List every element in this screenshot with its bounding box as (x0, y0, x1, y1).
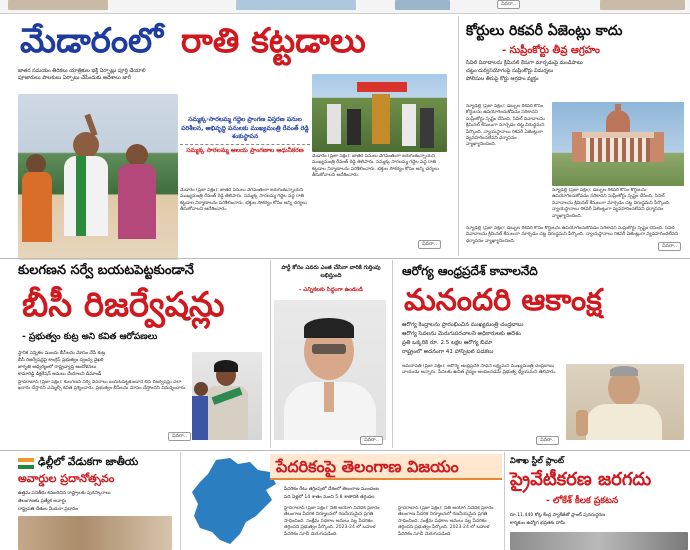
bullet-item: పేదరికం రేటు తగ్గింపులో దేశంలో తెలంగాణ ముందంజ (284, 487, 379, 492)
bullet-item: తెలంగాణకు ప్రత్యేక అవార్డు (18, 499, 67, 504)
story-subheadline: - లోకేశ్ కీలక ప్రకటన (546, 496, 619, 506)
story-photo (192, 352, 262, 440)
top-strip (0, 0, 690, 14)
story-headline: పేదరికంపై తెలంగాణ విజయం (276, 457, 459, 476)
story-photo-festival (312, 74, 447, 152)
more-link[interactable]: వివరా.. (360, 436, 383, 445)
more-link[interactable]: వివరా.. (497, 0, 520, 9)
more-link[interactable]: వివరా.. (658, 242, 681, 251)
bullet-item: ఉత్తమ పనితీరు కనబరిచిన రాష్ట్రాలకు పురస్కారాలు (18, 491, 111, 496)
story-headline: మనందరి ఆకాంక్ష (404, 283, 602, 318)
highlight-red: సమ్మక్క సారలమ్మ ఆలయ ప్రాంగణాల ఆధునీకరణ (186, 146, 304, 154)
kicker-text: పార్టీ కోసం ఎవరు ఎంత చేసినా వారికి గుర్తింపు లభిస్తుంది (281, 265, 381, 279)
bullet-item: పూజారులు పాలకులు ఏర్పాటు చేసేందుకు ఆదేశాలు జారీ (18, 75, 131, 81)
story-headline: ప్రైవేటీకరణ జరగదు (510, 469, 652, 490)
story-medaram (0, 16, 456, 256)
bullet-item: జాగృతి ఆధ్వర్యంలో రాష్ట్రవ్యాప్త ఆందోళనలు (18, 365, 97, 370)
story-subheadline: - ఎన్నికలకు సిద్ధంగా ఉండండి (299, 287, 363, 293)
story-body: అమరావతి (ప్రజా పక్షం): ఆరోగ్య ఆంధ్రప్రదేశ్ సాధనే లక్ష్యమని ముఖ్యమంత్రి చంద్రబాబు నాయుడు అన్నారు. పేదలకు ఉచిత వైద్యం అందించడమే ప్రభుత్వ ధ్యేయమని తెలిపారు. (402, 364, 557, 376)
story-headline: కోర్టులు రికవరీ ఏజెంట్లు కాదు (466, 23, 623, 39)
headline-part-1: మేడారంలో (20, 21, 164, 61)
headline-part-2: రాతి కట్టడాలు (180, 21, 366, 61)
column-divider (392, 260, 393, 448)
story-headline (20, 20, 366, 62)
bullet-item: స్థానిక ఎన్నికల ముందు బీసీలను మోసం చేసే కుట్ర (18, 351, 106, 356)
story-bullets (402, 322, 684, 358)
story-bullets (284, 486, 494, 502)
story-body-cont: న్యూఢిల్లీ (ప్రజా పక్షం): డబ్బుల రికవరీ కోసం కోర్టులను ఉపయోగించుకోవడం సరికాదని సుప్రీంకోర్టు స్పష్టం చేసింది. సివిల్ వివాదాలను క్రిమినల్ కేసులుగా మార్చడం చట్ట విరుద్ధమని పేర్కొంది. న్యాయస్థానాలు రికవరీ ఏజెంట్లుగా వ్యవహరించలేవని ధర్మాసనం వ్యాఖ్యానించింది. (466, 226, 679, 244)
story-body-col2: హైదరాబాద్ (ప్రజా పక్షం): నీతి ఆయోగ్ నివేదిక ప్రకారం తెలంగాణ పేదరిక నిర్మూలనలో గణనీయమైన ప్రగతి సాధించింది. సంక్షేమ పథకాల అమలు వల్ల పేదరికం తగ్గిందని ప్రభుత్వం పేర్కొంది. 2023-24 లో బహుళ పేదరికం సూచీ మెరుగుపడింది. (398, 506, 494, 537)
story-subheadline: - సుప్రీంకోర్టు తీవ్ర ఆగ్రహం (502, 45, 601, 56)
story-bullets (18, 350, 198, 378)
telangana-map (186, 456, 282, 550)
story-headline: అవార్డుల ప్రదానోత్సవం (18, 472, 115, 485)
story-body: న్యూఢిల్లీ (ప్రజా పక్షం): డబ్బుల రికవరీ కోసం కోర్టులను ఉపయోగించుకోవడం సరికాదని సుప్రీంకోర్టు స్పష్టం చేసింది. సివిల్ వివాదాలను క్రిమినల్ కేసులుగా మార్చడం చట్ట విరుద్ధమని పేర్కొంది. న్యాయస్థానాలు రికవరీ ఏజెంట్లుగా వ్యవహరించలేవని ధర్మాసనం వ్యాఖ్యానించింది. (466, 104, 545, 148)
column-divider (270, 260, 271, 448)
top-strip-photo (236, 0, 356, 10)
bullet-item: ఆరోగ్య కేంద్రాలను ప్రారంభించిన ముఖ్యమంత్రి చంద్రబాబు (402, 322, 524, 328)
bullet-item: పోలీసుల తీరుపై కోర్టు ఆగ్రహం వ్యక్తం (466, 76, 539, 82)
story-bullets (466, 60, 686, 84)
story-kicker: విశాఖ స్టీల్ ప్లాంట్ (510, 456, 565, 465)
bullet-item: సివిల్ వివాదాలను క్రిమినల్ కేసుగా మార్చడంపై మండిపాటు (466, 60, 583, 66)
story-bullets (18, 490, 176, 514)
column-divider (504, 452, 505, 550)
top-strip-photo (395, 0, 450, 10)
story-body-col2: మేడారం (ప్రజా పక్షం): జాతర పనులు వేగవంతంగా జరుగుతున్నాయని ముఖ్యమంత్రి రేవంత్ రెడ్డి తెలిపారు. సమ్మక్క సారలమ్మ గద్దెల వద్ద రాతి కట్టడాల నిర్మాణాలను పరిశీలించారు. భక్తుల సౌకర్యం కోసం అన్ని చర్యలు తీసుకోవాలని ఆదేశించారు. (312, 154, 439, 179)
story-bullets (18, 68, 308, 84)
bullet-item: కార్మికుల ఉద్యోగ భద్రతకు హామీ (510, 521, 566, 526)
story-telangana-poverty (182, 452, 502, 550)
row-divider (0, 450, 690, 451)
india-flag-icon (18, 458, 34, 469)
story-photo (274, 300, 386, 440)
story-national-awards (0, 452, 178, 550)
story-health-andhra (394, 260, 688, 450)
kicker-text: ఢిల్లీలో వేడుకగా జాతీయ (38, 456, 139, 468)
story-vizag-steel (506, 452, 690, 550)
story-kicker: ఆరోగ్య ఆంధ్రప్రదేశ్ కావాలనేది (402, 264, 538, 278)
column-divider (180, 452, 181, 550)
story-party-recognition (272, 260, 390, 450)
top-strip-photo (600, 0, 685, 10)
story-photo (510, 532, 688, 550)
bullet-item: జాతర సమయం తీరికలు యాత్రికుల భక్తి ఏర్పాట్లు పూర్తి చేయాలి (18, 68, 146, 74)
story-kicker (276, 264, 386, 280)
story-headline-bar (270, 454, 502, 480)
bullet-item: ప్రతి ఒక్కరికీ రూ. 2.5 లక్షల ఆరోగ్య బీమా (402, 340, 493, 346)
story-kicker: కులగణన సర్వే బయటపెట్టకుండానే (18, 263, 194, 278)
story-body-col2: న్యూఢిల్లీ (ప్రజా పక్షం): డబ్బుల రికవరీ కోసం కోర్టులను ఉపయోగించుకోవడం సరికాదని సుప్రీంకోర్టు స్పష్టం చేసింది. సివిల్ వివాదాలను క్రిమినల్ కేసులుగా మార్చడం చట్ట విరుద్ధమని పేర్కొంది. న్యాయస్థానాలు రికవరీ ఏజెంట్లుగా వ్యవహరించలేవని ధర్మాసనం వ్యాఖ్యానించింది. (552, 188, 671, 219)
bullet-item: రాష్ట్రంలో అదనంగా 41 హాస్పిటల్ పడకలు (402, 349, 494, 355)
story-subheadline: - ప్రభుత్వం కుట్ర అని కవిత ఆరోపణలు (22, 332, 158, 342)
bullet-item: బీసీ రిజర్వేషన్లపై కాంగ్రెస్ ప్రభుత్వం ద్వంద్వ వైఖరి (18, 358, 104, 363)
bullet-item: రూ.11,440 కోట్ల కేంద్ర ప్యాకేజీతో ప్లాంట్ పునరుద్ధరణ (510, 513, 606, 518)
story-supreme-court (462, 16, 688, 256)
story-photo (18, 94, 178, 260)
row-divider (0, 258, 690, 259)
bullet-item: చట్టం దుర్వినియోగంపై సుప్రీంకోర్టు విమర్శలు (466, 68, 554, 74)
bullet-item: పది ఏళ్లలో 14 శాతం నుంచి 5.8 శాతానికి తగ్గుదల (284, 495, 375, 500)
story-headline: బీసీ రిజర్వేషన్లు (22, 285, 225, 325)
story-body: హైదరాబాద్ (ప్రజా పక్షం): నీతి ఆయోగ్ నివేదిక ప్రకారం తెలంగాణ పేదరిక నిర్మూలనలో గణనీయమైన ప్రగతి సాధించింది. సంక్షేమ పథకాల అమలు వల్ల పేదరికం తగ్గిందని ప్రభుత్వం పేర్కొంది. 2023-24 లో బహుళ పేదరికం సూచీ మెరుగుపడింది. (284, 506, 380, 537)
story-photo (18, 516, 172, 550)
supreme-court-photo (552, 102, 684, 186)
story-highlight (180, 116, 310, 155)
bullet-item: రాష్ట్రపతి చేతుల మీదుగా ప్రదానం (18, 507, 78, 512)
story-body: హైదరాబాద్ (ప్రజా పక్షం): కులగణన సర్వే వివరాలు బయటపెట్టకుండానే బీసీ రిజర్వేషన్లు ఎలా ఖరారు చేస్తారని ఎమ్మెల్సీ కవిత ప్రశ్నించారు. ప్రభుత్వం బీసీలను మోసం చేస్తోందని విమర్శించారు. (18, 380, 187, 392)
story-bullets (510, 512, 688, 528)
top-strip-photo (8, 0, 108, 10)
story-photo (566, 364, 684, 440)
bullet-item: కామారెడ్డి డిక్లరేషన్ అమలు చేయాలని డిమాండ్ (18, 372, 102, 377)
story-body: మేడారం (ప్రజా పక్షం): జాతర పనులు వేగవంతంగా జరుగుతున్నాయని ముఖ్యమంత్రి రేవంత్ రెడ్డి తెలిపారు. సమ్మక్క సారలమ్మ గద్దెల వద్ద రాతి కట్టడాల నిర్మాణాలను పరిశీలించారు. భక్తుల సౌకర్యం కోసం అన్ని చర్యలు తీసుకోవాలని ఆదేశించారు. (180, 188, 307, 213)
highlight-blue: సమ్మక్క-సారలమ్మ గద్దెల ప్రాంగణ విస్తరణ పనుల పరిశీలన, అభివృద్ధి పనులకు ముఖ్యమంత్రి రేవంత్ రెడ్డి శంకుస్థాపన (181, 116, 309, 141)
column-divider (458, 16, 459, 256)
bullet-item: ఆరోగ్య సేవలను మెరుగుపరచాలని అధికారులకు ఆదేశం (402, 331, 521, 337)
more-link[interactable]: వివరా.. (418, 240, 441, 249)
more-link[interactable]: వివరా.. (168, 432, 191, 441)
story-kicker (18, 456, 138, 471)
more-link[interactable]: వివరా.. (536, 436, 559, 445)
story-bc-reservations (0, 260, 270, 450)
